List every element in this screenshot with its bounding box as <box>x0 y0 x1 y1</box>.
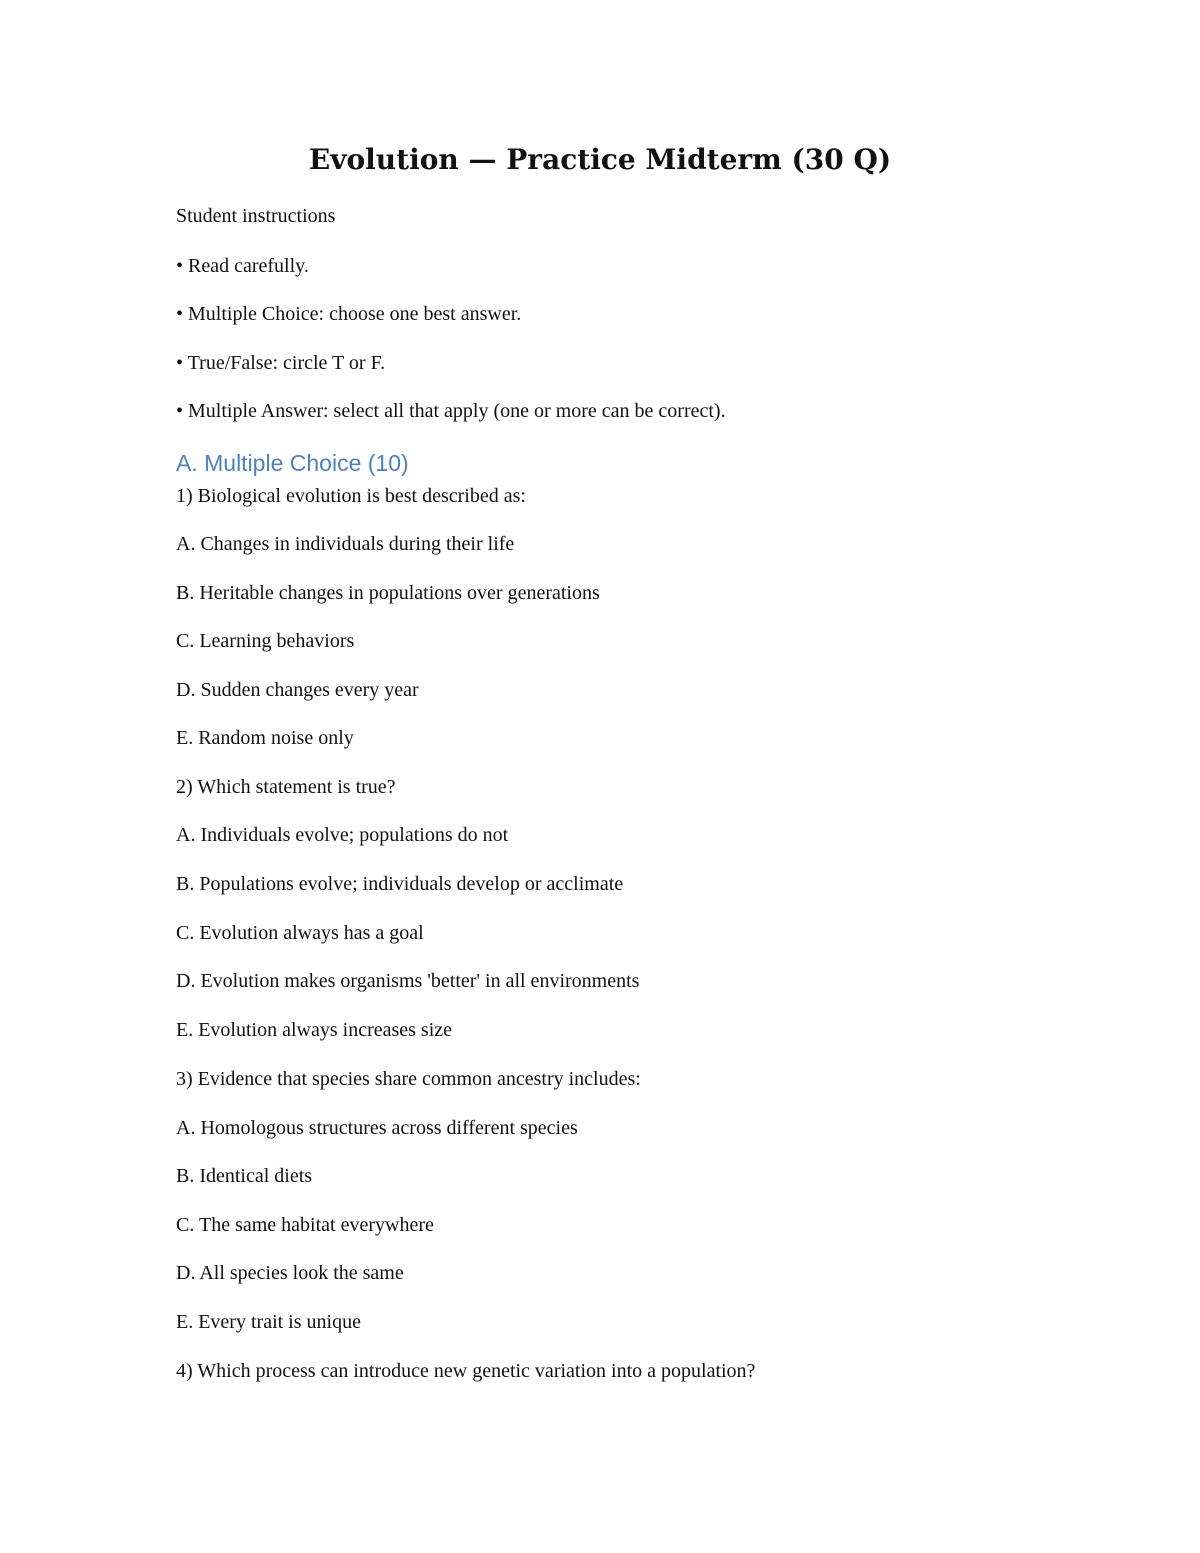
section-heading: A. Multiple Choice (10) <box>176 450 409 476</box>
question-stem: 2) Which statement is true? <box>176 776 396 798</box>
answer-option: B. Heritable changes in populations over generations <box>176 582 600 604</box>
instruction-item: • Read carefully. <box>176 255 309 277</box>
instructions-label: Student instructions <box>176 205 336 227</box>
document-title: Evolution — Practice Midterm (30 Q) <box>308 143 892 176</box>
question-stem: 4) Which process can introduce new genetic variation into a population? <box>176 1360 756 1382</box>
question-stem: 3) Evidence that species share common ancestry includes: <box>176 1068 641 1090</box>
question-stem: 1) Biological evolution is best described as: <box>176 485 526 507</box>
answer-option: C. Evolution always has a goal <box>176 922 424 944</box>
answer-option: D. Evolution makes organisms 'better' in all environments <box>176 970 640 992</box>
answer-option: B. Identical diets <box>176 1165 313 1187</box>
answer-option: C. The same habitat everywhere <box>176 1214 434 1236</box>
instruction-item: • Multiple Choice: choose one best answer. <box>176 303 522 325</box>
answer-option: A. Changes in individuals during their life <box>176 533 515 555</box>
instruction-item: • Multiple Answer: select all that apply (one or more can be correct). <box>176 400 726 422</box>
answer-option: A. Homologous structures across different species <box>176 1117 578 1139</box>
answer-option: E. Evolution always increases size <box>176 1019 453 1041</box>
answer-option: D. All species look the same <box>176 1262 404 1284</box>
answer-option: A. Individuals evolve; populations do not <box>176 824 509 846</box>
answer-option: D. Sudden changes every year <box>176 679 419 701</box>
answer-option: C. Learning behaviors <box>176 630 355 652</box>
answer-option: E. Random noise only <box>176 727 354 749</box>
answer-option: E. Every trait is unique <box>176 1311 361 1333</box>
instruction-item: • True/False: circle T or F. <box>176 352 386 374</box>
answer-option: B. Populations evolve; individuals develop or acclimate <box>176 873 624 895</box>
